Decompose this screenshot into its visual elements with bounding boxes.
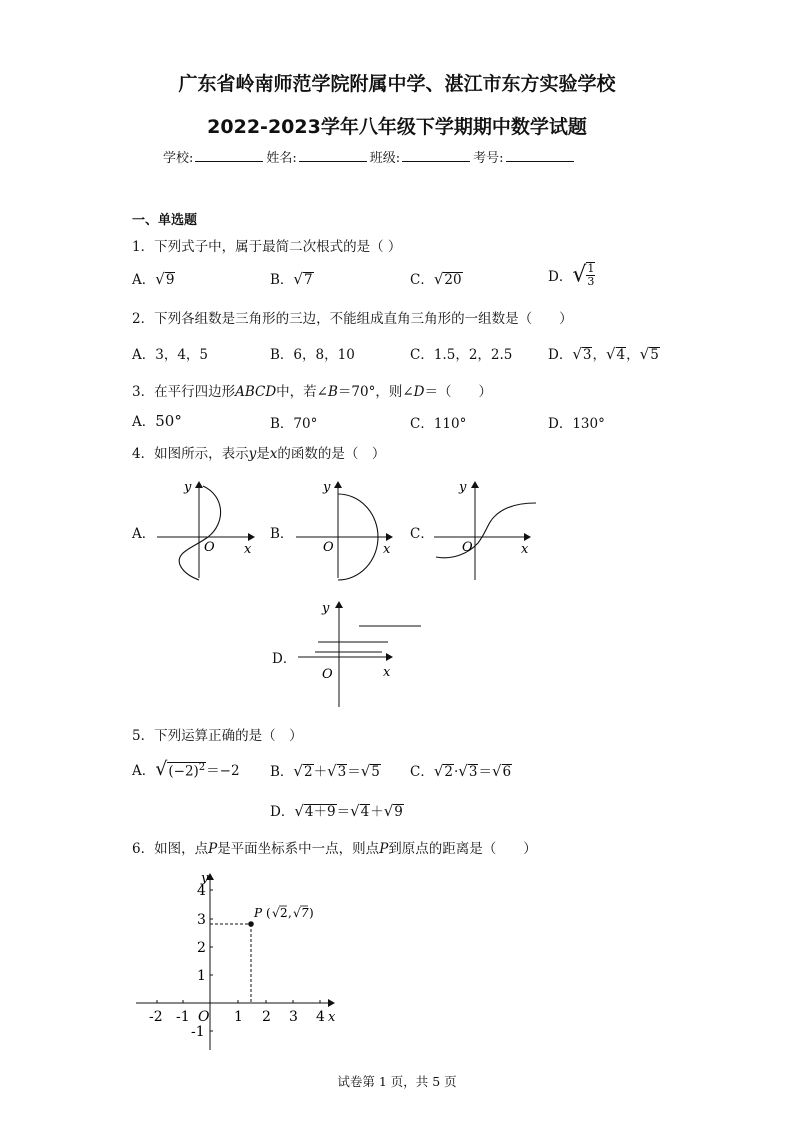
x-tick-label: 4	[316, 1009, 325, 1025]
q2-option-d-r3: 5	[650, 347, 659, 363]
q1-option-a-label: A．	[132, 272, 156, 288]
y-axis-label: y	[201, 871, 209, 886]
x-axis-label: x	[521, 542, 529, 557]
sqrt-icon: √	[572, 345, 582, 363]
y-tick-label: 1	[197, 968, 206, 984]
sqrt-icon: √	[327, 762, 337, 780]
sqrt-icon: √	[272, 906, 280, 920]
sqrt-icon: √	[458, 762, 468, 780]
coord-open-paren: (	[266, 906, 271, 920]
q3-option-a-label: A．	[132, 414, 156, 430]
q1-option-b-radicand: 7	[303, 272, 313, 288]
q2-option-c-label: C．	[410, 347, 434, 363]
sqrt-icon: √	[155, 758, 168, 780]
exponent: 2	[198, 761, 206, 773]
radicand: 6	[502, 764, 512, 780]
sqrt-icon: √	[491, 762, 502, 780]
origin-label: O	[323, 540, 334, 555]
coord-close-paren: )	[309, 906, 314, 920]
q1-option-d-label: D．	[548, 269, 573, 286]
radicand: 3	[337, 764, 347, 780]
q2-option-b-text: 6，8，10	[293, 347, 355, 363]
fraction-numerator: 1	[587, 262, 595, 275]
q3-option-b-label: B．	[270, 416, 294, 432]
operator: ＋	[313, 764, 328, 780]
radicand: 5	[371, 764, 380, 780]
operator: ＋	[370, 804, 384, 820]
coord-y-radicand: 7	[301, 906, 309, 920]
q3-option-c-text: 110°	[433, 416, 467, 432]
q2-option-a-label: A．	[132, 347, 156, 363]
q1-option-c-label: C．	[410, 272, 434, 288]
q2-option-b-label: B．	[270, 347, 294, 363]
y-axis-label: y	[184, 480, 192, 495]
radicand: 2	[303, 764, 313, 780]
school-label: 学校:	[163, 151, 194, 166]
q3-option-d-text: 130°	[572, 416, 605, 432]
q4-option-c-label[interactable]: C．	[410, 526, 434, 542]
y-tick-label: 4	[197, 883, 206, 899]
q2-option-d-r1: 3	[582, 347, 592, 363]
q4-stem-x: x	[269, 446, 278, 462]
q6-stem-b: 是平面坐标系中一点，则点	[217, 841, 380, 857]
sqrt-icon: √	[433, 762, 444, 780]
separator: ，	[626, 347, 640, 363]
origin-label: O	[198, 1009, 210, 1025]
sqrt-icon: √	[350, 802, 360, 820]
sqrt-icon: √	[383, 802, 394, 820]
equals: ＝	[336, 804, 351, 820]
sqrt-icon: √	[293, 906, 301, 920]
q5-option-a-rhs: ＝−2	[206, 763, 240, 779]
q6-stem-a: 6．如图，点	[132, 841, 209, 857]
q3-option-b-text: 70°	[293, 416, 318, 432]
coord-x-radicand: 2	[280, 906, 288, 920]
q5-option-a-label: A．	[132, 763, 156, 779]
x-tick-label: 1	[234, 1009, 243, 1025]
q6-stem-c: 到原点的距离是（ ）	[388, 841, 537, 857]
coord-separator: ,	[288, 906, 292, 920]
separator: ，	[592, 347, 606, 363]
radicand: 9	[394, 804, 403, 820]
sqrt-icon: √	[294, 802, 304, 820]
q3-option-c-label: C．	[410, 416, 434, 432]
page-footer: 试卷第 1 页，共 5 页	[337, 1074, 457, 1089]
equals: ＝	[347, 764, 361, 780]
q3-stem-angle-b: B	[327, 384, 338, 400]
y-tick-label: 2	[197, 940, 206, 956]
q4-stem-y: y	[248, 446, 257, 462]
x-tick-label: -1	[176, 1009, 190, 1025]
sqrt-icon: √	[293, 270, 303, 288]
q5-option-b-label: B．	[270, 764, 294, 780]
sqrt-icon: √	[572, 262, 587, 288]
x-tick-label: 2	[262, 1009, 271, 1025]
x-axis-label: x	[383, 542, 391, 557]
q3-stem-a: 3．在平行四边形	[132, 384, 236, 400]
y-tick-label: -1	[191, 1024, 205, 1040]
fraction-denominator: 3	[587, 275, 595, 289]
q4-stem-b: 是	[256, 446, 270, 462]
q2-option-c-text: 1.5，2，2.5	[433, 347, 513, 363]
radicand: 4	[360, 804, 370, 820]
q5-option-d-label: D．	[270, 804, 295, 820]
q6-stem-p: P	[379, 841, 389, 857]
exam-number-label: 考号:	[473, 151, 504, 166]
point-p[interactable]	[248, 921, 254, 927]
point-p-label: P	[254, 906, 263, 920]
y-axis-label: y	[459, 480, 467, 495]
sqrt-icon: √	[360, 762, 371, 780]
radicand: 2	[444, 764, 453, 780]
radicand: 4＋9	[304, 804, 336, 820]
name-label: 姓名:	[266, 151, 297, 166]
q5-stem: 5．下列运算正确的是（ ）	[132, 728, 303, 744]
sqrt-icon: √	[639, 345, 650, 363]
q1-option-a-radicand: 9	[165, 272, 175, 288]
q2-option-d-r2: 4	[616, 347, 626, 363]
q4-stem-c: 的函数的是（ ）	[277, 446, 386, 462]
q5-option-c-label: C．	[410, 764, 434, 780]
x-tick-label: 3	[289, 1009, 298, 1025]
exam-title-line2: 2022-2023学年八年级下学期期中数学试题	[207, 116, 587, 138]
sqrt-icon: √	[293, 762, 303, 780]
sqrt-icon: √	[433, 270, 444, 288]
q3-stem-angle-d: D	[413, 384, 425, 400]
q3-stem-b: 中，若∠	[276, 384, 328, 400]
radicand-base: (−2)	[168, 763, 199, 779]
y-tick-label: 3	[197, 912, 206, 928]
q1-option-c-radicand: 20	[444, 272, 462, 288]
class-label: 班级:	[369, 151, 401, 166]
origin-label: O	[462, 540, 473, 555]
q3-stem-c: ＝70°，则∠	[337, 384, 414, 400]
x-axis-label: x	[244, 542, 252, 557]
q3-stem-abcd: ABCD	[235, 384, 277, 400]
origin-label: O	[322, 667, 333, 682]
q1-option-b-label: B．	[270, 272, 294, 288]
y-axis-label: y	[322, 601, 330, 616]
q2-option-d-label: D．	[548, 347, 573, 363]
sqrt-icon: √	[155, 270, 165, 288]
section-title: 一、单选题	[132, 213, 198, 228]
x-axis-label: x	[383, 665, 391, 680]
operator: ·	[454, 764, 459, 780]
q2-stem: 2．下列各组数是三角形的三边，不能组成直角三角形的一组数是（ ）	[132, 311, 573, 327]
origin-label: O	[204, 540, 215, 555]
q3-option-d-label: D．	[548, 416, 573, 432]
q4-option-b-label[interactable]: B．	[270, 526, 294, 542]
y-axis-label: y	[323, 480, 331, 495]
q4-option-d-label[interactable]: D．	[272, 651, 297, 667]
radicand: 3	[468, 764, 478, 780]
sqrt-icon: √	[605, 345, 616, 363]
q3-option-a-text: 50°	[155, 412, 182, 430]
q2-option-a-text: 3，4，5	[155, 347, 209, 363]
equals: ＝	[478, 764, 492, 780]
q1-stem: 1．下列式子中，属于最简二次根式的是（ ）	[132, 239, 402, 255]
q6-stem-p: P	[208, 841, 218, 857]
x-tick-label: -2	[149, 1009, 163, 1025]
q4-stem-a: 4．如图所示，表示	[132, 446, 249, 462]
q4-option-a-label[interactable]: A．	[132, 526, 156, 542]
q3-stem-d: ＝（ ）	[424, 384, 492, 400]
exam-title-line1: 广东省岭南师范学院附属中学、湛江市东方实验学校	[178, 73, 616, 95]
x-axis-label: x	[328, 1010, 336, 1025]
